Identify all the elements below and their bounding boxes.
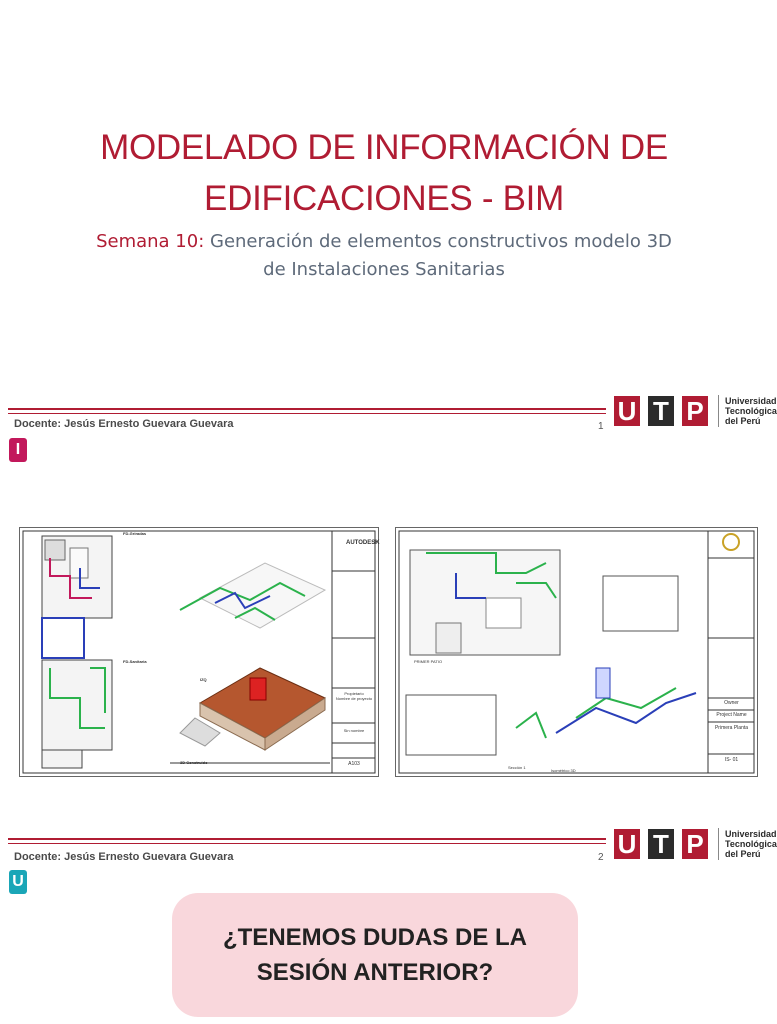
logo-letter-p: P: [682, 396, 708, 426]
left-sheet-drawing: [20, 528, 378, 776]
logo-divider: [718, 828, 719, 860]
left-view-label-1: FD-Griradas: [123, 531, 147, 536]
university-name: [725, 396, 777, 426]
owner-label: Propietario: [344, 691, 364, 696]
right-project-name: Project Name: [716, 712, 747, 718]
left-sheet-code: A103: [348, 761, 360, 767]
university-name-line-3: del Perú: [725, 416, 761, 426]
footer-rule-thin: [8, 413, 606, 414]
docente-label-2: Docente: Jesús Ernesto Guevara Guevara: [14, 851, 234, 863]
right-level: Primera Planta: [714, 725, 749, 731]
right-sheet-drawing: [396, 528, 757, 776]
university-name-line-2: Tecnológica: [725, 406, 777, 416]
left-view-label-4: IZQ: [200, 677, 207, 682]
questions-callout: [172, 893, 578, 1017]
logo-letter-t: T: [648, 829, 674, 859]
left-view-label-3: 3D Construido: [180, 760, 208, 765]
docente-label: Docente: Jesús Ernesto Guevara Guevara: [14, 418, 234, 430]
page-number: 1: [598, 421, 604, 432]
logo-letter-u: U: [614, 829, 640, 859]
badge-u: U: [9, 870, 27, 894]
utp-logo-2: [614, 828, 777, 860]
logo-divider: [718, 395, 719, 427]
right-view-label-3: Isométrico 3D: [551, 768, 576, 773]
university-name-line-3: del Perú: [725, 849, 761, 859]
right-view-label-2: Sección 1: [508, 765, 526, 770]
callout-line-2: SESIÓN ANTERIOR?: [256, 959, 494, 986]
autodesk-label: AUTODESK: [346, 540, 380, 546]
project-label: Nombre de proyecto: [335, 696, 373, 701]
footer-rule: [8, 408, 606, 410]
logo-letter-u: U: [614, 396, 640, 426]
subtitle-text-2: de Instalaciones Sanitarias: [263, 259, 505, 280]
right-owner: Owner: [724, 700, 739, 706]
slide-title: [0, 122, 768, 224]
university-name: [725, 829, 777, 859]
subtitle-lead: Semana 10:: [96, 231, 205, 252]
left-titleblock-project: [334, 691, 374, 701]
right-drawing-sheet: [395, 527, 758, 777]
university-name-line-1: Universidad: [725, 396, 777, 406]
left-sheet-name: Sin nombre: [343, 728, 365, 733]
left-drawing-sheet: [19, 527, 379, 777]
footer-rule-2: [8, 838, 606, 840]
right-view-label-1: PRIMER PATIO: [414, 659, 443, 664]
right-sheet-code: IS- 01: [724, 757, 739, 763]
logo-letter-t: T: [648, 396, 674, 426]
slide-subtitle: [60, 228, 708, 284]
page-number-2: 2: [598, 852, 604, 863]
university-name-line-1: Universidad: [725, 829, 777, 839]
logo-letter-p: P: [682, 829, 708, 859]
callout-line-1: ¿TENEMOS DUDAS DE LA: [222, 924, 527, 951]
utp-logo: [614, 395, 777, 427]
callout-text: [223, 920, 527, 990]
university-name-line-2: Tecnológica: [725, 839, 777, 849]
slide-title-line-2: EDIFICACIONES - BIM: [204, 179, 564, 218]
subtitle-text-1: Generación de elementos constructivos modelo 3D: [204, 231, 672, 252]
badge-i: I: [9, 438, 27, 462]
footer-rule-thin-2: [8, 843, 606, 844]
slide-title-line-1: MODELADO DE INFORMACIÓN DE: [100, 128, 668, 167]
left-view-label-2: FD-Sanitaria: [123, 659, 147, 664]
